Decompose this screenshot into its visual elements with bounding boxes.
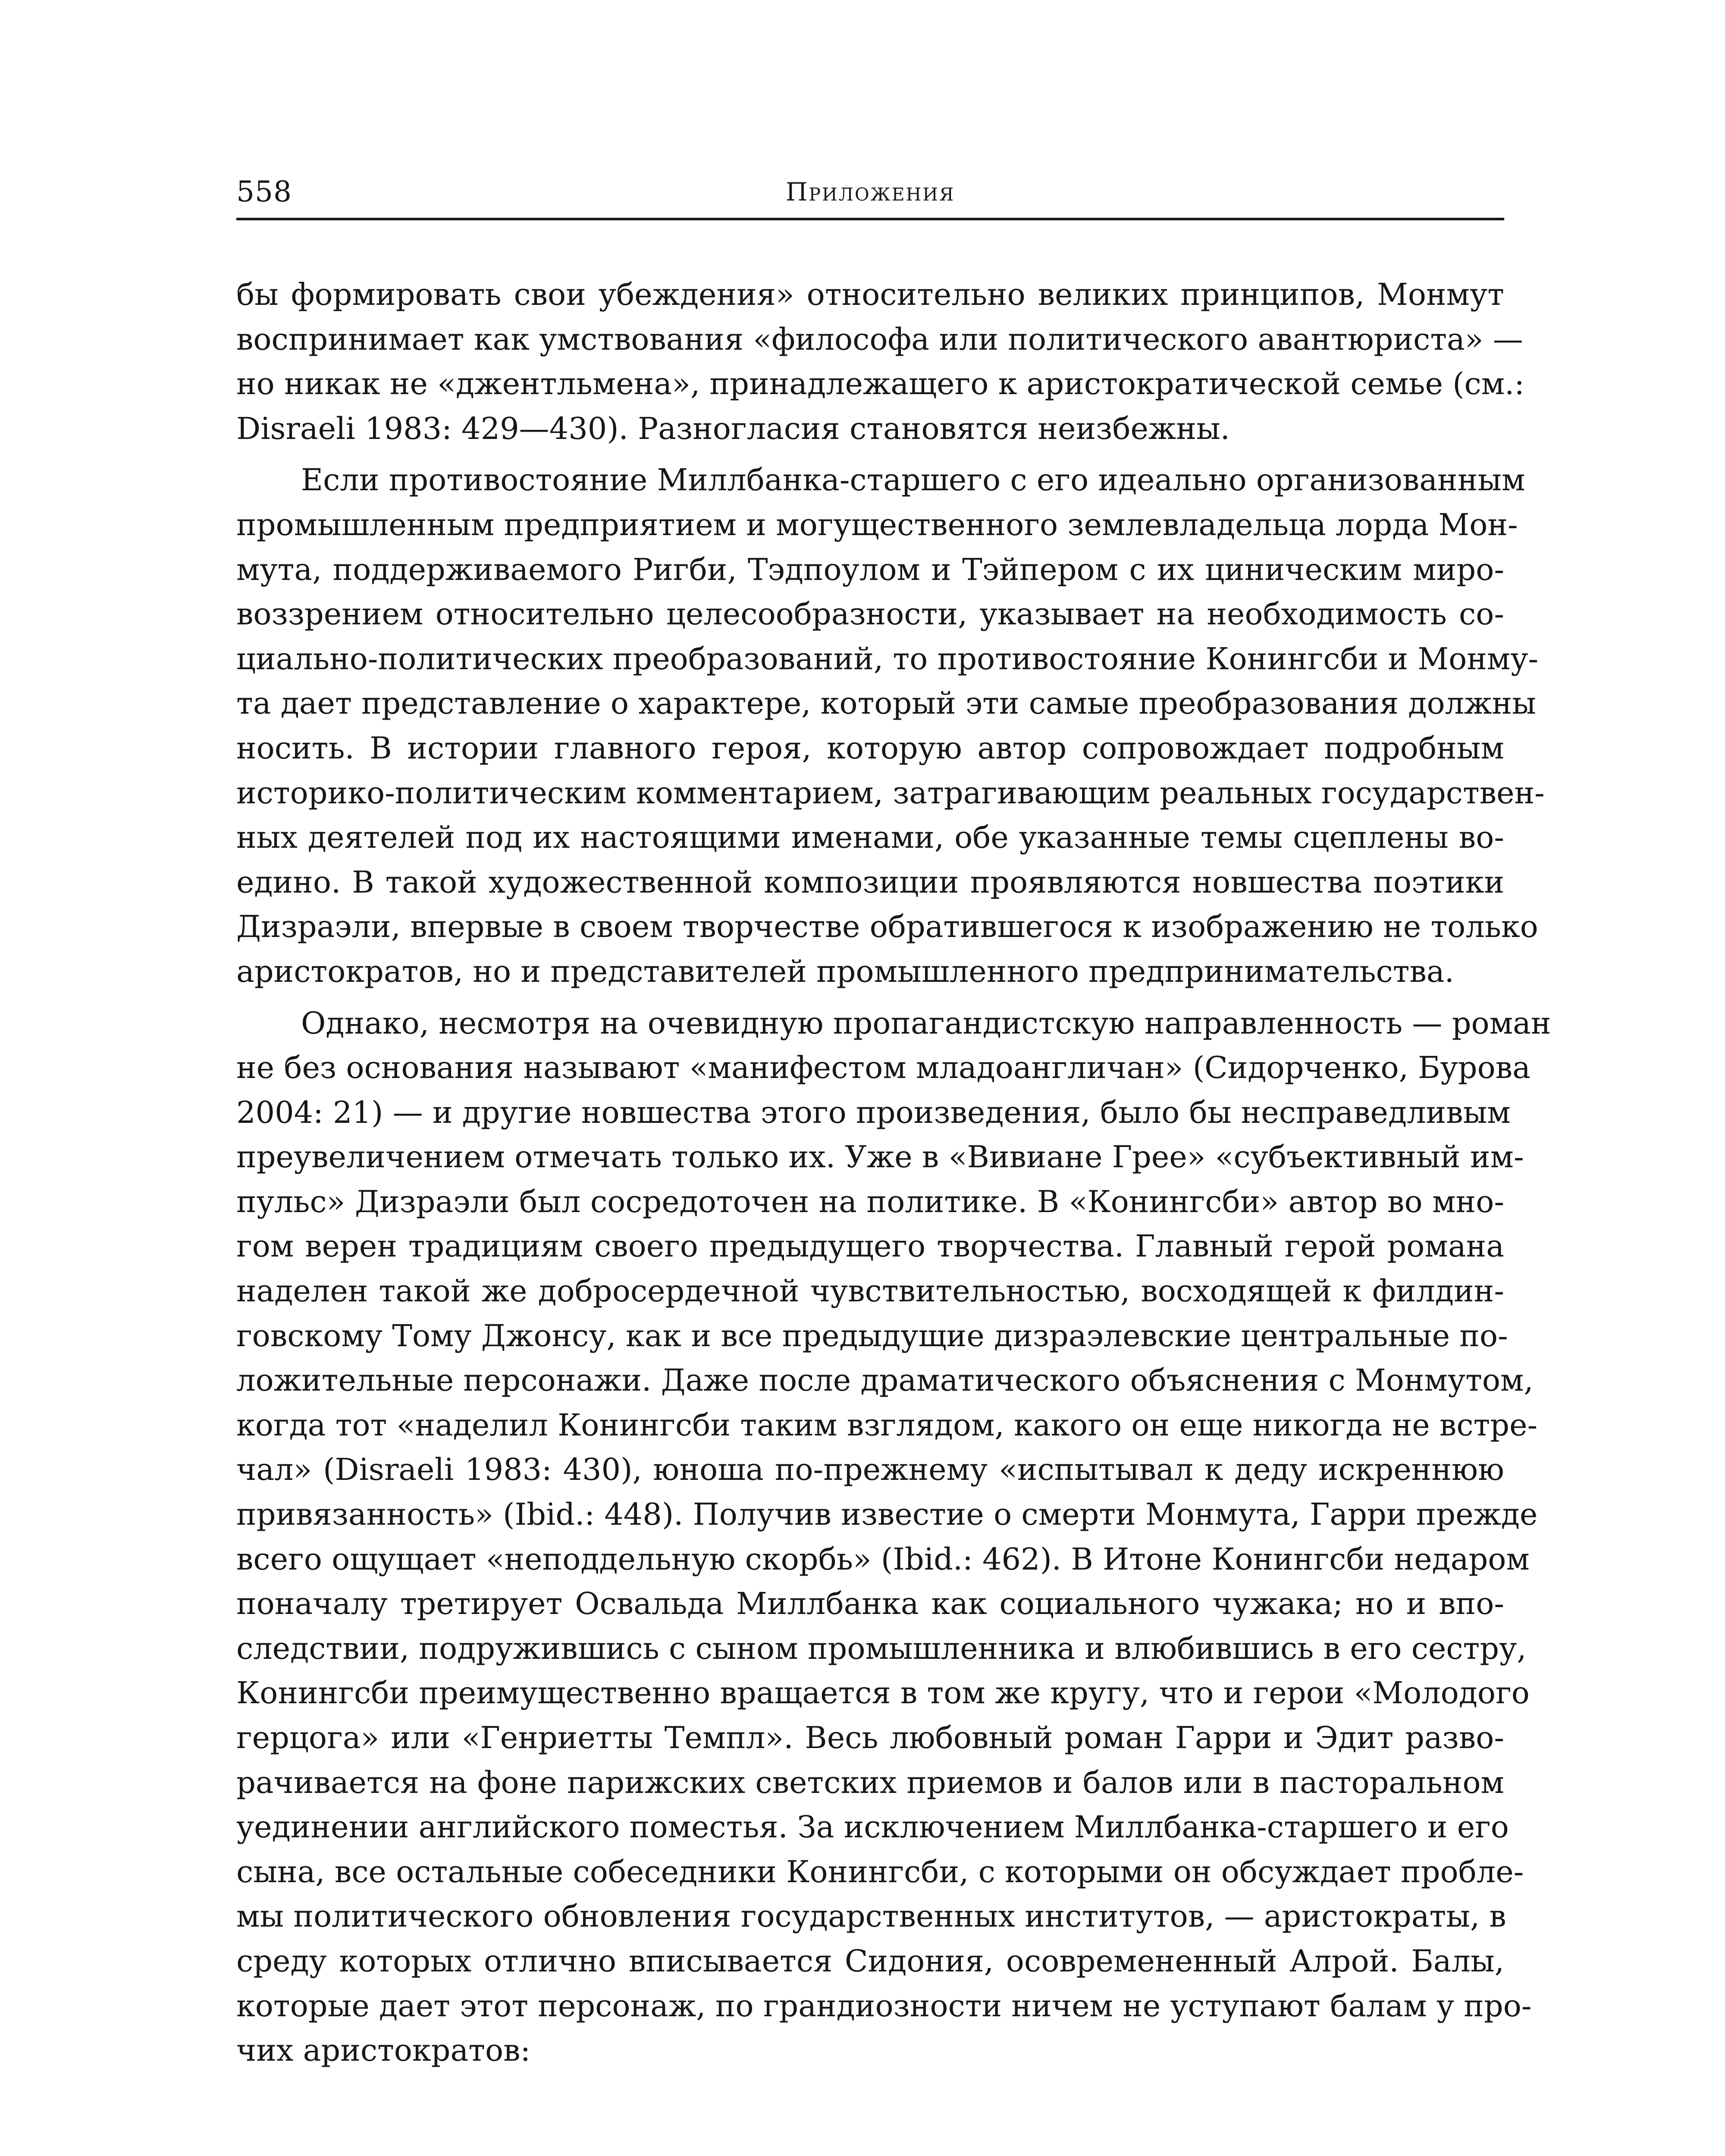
text-line: Дизраэли, впервые в своем творчестве обратившегося к изображению не только — [236, 909, 1538, 945]
text-line: Disraeli 1983: 429—430). Разногласия становятся неизбежны. — [236, 411, 1230, 446]
text-line: носить. В истории главного героя, которую автор сопровождает подробным — [236, 730, 1504, 766]
text-line: Конингсби преимущественно вращается в том же кругу, что и герои «Молодого — [236, 1675, 1530, 1711]
text-line: ложительные персонажи. Даже после драматического объяснения с Монмутом, — [236, 1363, 1534, 1398]
text-line: рачивается на фоне парижских светских приемов и балов или в пасторальном — [236, 1764, 1504, 1800]
text-line: наделен такой же добросердечной чувствительностью, восходящей к филдин- — [236, 1273, 1504, 1309]
text-line: пульс» Дизраэли был сосредоточен на политике. В «Конингсби» автор во мно- — [236, 1184, 1504, 1219]
text-line: едино. В такой художественной композиции проявляются новшества поэтики — [236, 864, 1504, 900]
text-line: уединении английского поместья. За исключением Миллбанка-старшего и его — [236, 1809, 1509, 1845]
text-line: гом верен традициям своего предыдущего творчества. Главный герой романа — [236, 1228, 1504, 1264]
text-line: Однако, несмотря на очевидную пропагандистскую направленность — роман — [301, 1005, 1551, 1041]
text-line: воззрением относительно целесообразности, указывает на необходимость со- — [236, 596, 1504, 632]
text-line: поначалу третирует Освальда Миллбанка как социального чужака; но и впо- — [236, 1586, 1504, 1622]
text-line: не без основания называют «манифестом младоангличан» (Сидорченко, Бурова — [236, 1050, 1531, 1086]
text-line: мута, поддерживаемого Ригби, Тэдпоулом и Тэйпером с их циническим миро- — [236, 552, 1504, 587]
text-line: среду которых отлично вписывается Сидония, осовремененный Алрой. Балы, — [236, 1943, 1504, 1979]
text-line: чих аристократов: — [236, 2033, 531, 2068]
text-line: 2004: 21) — и другие новшества этого произведения, было бы несправедливым — [236, 1094, 1511, 1130]
paragraph — [236, 458, 1545, 994]
text-line: Если противостояние Миллбанка-старшего с его идеально организованным — [301, 462, 1525, 498]
page-number: 558 — [236, 175, 292, 208]
text-line: привязанность» (Ibid.: 448). Получив известие о смерти Монмута, Гарри прежде — [236, 1497, 1538, 1532]
body-text — [236, 273, 1551, 2073]
text-line: говскому Тому Джонсу, как и все предыдущие дизраэлевские центральные по- — [236, 1318, 1508, 1354]
text-line: когда тот «наделил Конингсби таким взглядом, какого он еще никогда не встре- — [236, 1407, 1538, 1443]
text-line: аристократов, но и представителей промышленного предпринимательства. — [236, 953, 1454, 989]
text-line: всего ощущает «неподдельную скорбь» (Ibid.: 462). В Итоне Конингсби недаром — [236, 1541, 1530, 1577]
text-line: бы формировать свои убеждения» относительно великих принципов, Монмут — [236, 277, 1504, 312]
paragraph — [236, 273, 1524, 451]
running-title: Приложения — [785, 177, 955, 207]
text-line: сына, все остальные собеседники Конингсби, с которыми он обсуждает пробле- — [236, 1854, 1524, 1890]
text-line: циально-политических преобразований, то противостояние Конингсби и Монму- — [236, 641, 1539, 677]
text-line: ных деятелей под их настоящими именами, обе указанные темы сцеплены во- — [236, 820, 1504, 856]
text-line: промышленным предприятием и могущественного землевладельца лорда Мон- — [236, 507, 1518, 542]
text-line: мы политического обновления государственных институтов, — аристократы, в — [236, 1899, 1506, 1934]
text-line: чал» (Disraeli 1983: 430), юноша по-прежнему «испытывал к деду искреннюю — [236, 1452, 1504, 1488]
text-line: преувеличением отмечать только их. Уже в «Вивиане Грее» «субъективный им- — [236, 1139, 1524, 1175]
text-line: следствии, подружившись с сыном промышленника и влюбившись в его сестру, — [236, 1630, 1527, 1666]
text-line: историко-политическим комментарием, затрагивающим реальных государствен- — [236, 775, 1545, 811]
running-head — [236, 170, 1504, 218]
header-rule — [236, 218, 1504, 220]
text-line: та дает представление о характере, который эти самые преобразования должны — [236, 686, 1536, 721]
text-line: герцога» или «Генриетты Темпл». Весь любовный роман Гарри и Эдит разво- — [236, 1720, 1504, 1755]
paragraph — [236, 1001, 1551, 2073]
text-line: воспринимает как умствования «философа или политического авантюриста» — — [236, 321, 1523, 357]
text-line: которые дает этот персонаж, по грандиозности ничем не уступают балам у про- — [236, 1988, 1532, 2024]
text-line: но никак не «джентльмена», принадлежащего к аристократической семье (см.: — [236, 366, 1524, 402]
